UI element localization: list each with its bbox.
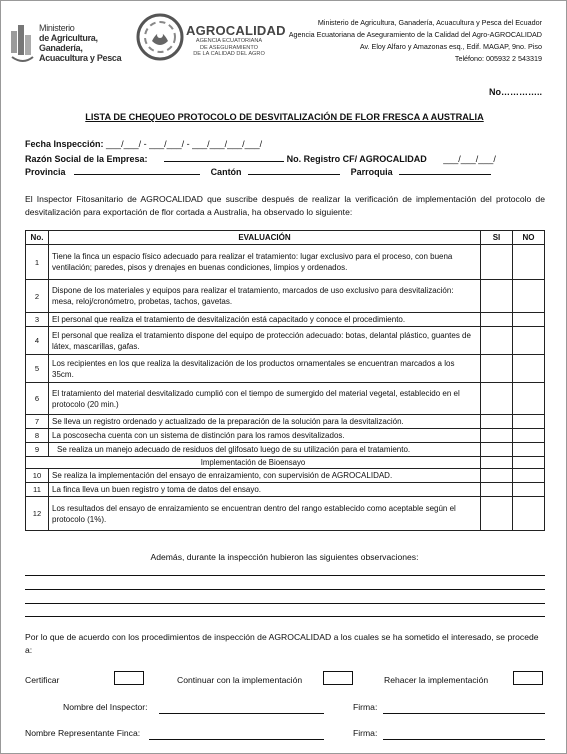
row-number: 2 bbox=[26, 280, 49, 313]
observations-title: Además, durante la inspección hubieron las siguientes observaciones: bbox=[150, 552, 419, 562]
row-text: La finca lleva un buen registro y toma de datos del ensayo. bbox=[49, 483, 481, 497]
table-row bbox=[26, 383, 545, 415]
inspector-name-label: Nombre del Inspector: bbox=[63, 702, 148, 712]
option-rehacer-label: Rehacer la implementación bbox=[384, 675, 489, 685]
no-checkbox[interactable] bbox=[513, 383, 545, 415]
ecuador-ministry-emblem-icon bbox=[9, 17, 37, 67]
col-header-no-answer: NO bbox=[513, 231, 545, 245]
row-number: 5 bbox=[26, 355, 49, 383]
row-number: 10 bbox=[26, 469, 49, 483]
observation-line[interactable] bbox=[25, 616, 545, 617]
row-text: El tratamiento del material desvitalizado cumplió con el tiempo de sumergido del material vegetal, establecido en el protocolo (20 min.) bbox=[49, 383, 481, 415]
si-checkbox[interactable] bbox=[481, 245, 513, 280]
table-row bbox=[26, 245, 545, 280]
certificar-checkbox[interactable] bbox=[114, 671, 144, 685]
representative-signature-label: Firma: bbox=[353, 728, 378, 738]
document-number: No………….. bbox=[489, 87, 542, 97]
inspector-signature-label: Firma: bbox=[353, 702, 378, 712]
no-checkbox[interactable] bbox=[513, 415, 545, 429]
registro-label: No. Registro CF/ AGROCALIDAD bbox=[286, 154, 427, 164]
si-checkbox[interactable] bbox=[481, 355, 513, 383]
final-paragraph: Por lo que de acuerdo con los procedimientos de inspección de AGROCALIDAD a los cuales se ha sometido el interesado, se procede a: bbox=[25, 632, 539, 655]
representative-name-field[interactable] bbox=[149, 739, 324, 740]
row-number: 4 bbox=[26, 327, 49, 355]
row-number: 7 bbox=[26, 415, 49, 429]
table-row bbox=[26, 355, 545, 383]
agrocalidad-logo-name: AGROCALIDAD bbox=[186, 23, 286, 38]
razon-row bbox=[25, 152, 496, 164]
header-address-block bbox=[289, 17, 542, 65]
section-title-bioensayo: Implementación de Bioensayo bbox=[26, 457, 481, 469]
section-si-cell bbox=[481, 457, 513, 469]
agrocalidad-circle-logo-icon bbox=[136, 13, 184, 61]
location-row bbox=[25, 165, 491, 177]
parroquia-field[interactable] bbox=[399, 165, 491, 175]
rehacer-checkbox[interactable] bbox=[513, 671, 543, 685]
razon-social-field[interactable] bbox=[164, 152, 284, 162]
row-text: El personal que realiza el tratamiento de desvitalización está capacitado y conoce el procedimiento. bbox=[49, 313, 481, 327]
fecha-row bbox=[25, 139, 262, 149]
no-checkbox[interactable] bbox=[513, 313, 545, 327]
no-checkbox[interactable] bbox=[513, 280, 545, 313]
table-row bbox=[26, 327, 545, 355]
observation-line[interactable] bbox=[25, 575, 545, 576]
si-checkbox[interactable] bbox=[481, 280, 513, 313]
fecha-label: Fecha Inspección: bbox=[25, 139, 104, 149]
ministry-logo-line2: de Agricultura, Ganadería, bbox=[39, 33, 98, 53]
table-row bbox=[26, 415, 545, 429]
continuar-checkbox[interactable] bbox=[323, 671, 353, 685]
table-row bbox=[26, 280, 545, 313]
si-checkbox[interactable] bbox=[481, 429, 513, 443]
agrocalidad-logo-subtitle: AGENCIA ECUATORIANA DE ASEGURAMIENTO DE LA CALIDAD DEL AGRO bbox=[193, 38, 265, 57]
no-checkbox[interactable] bbox=[513, 497, 545, 531]
intro-paragraph: El Inspector Fitosanitario de AGROCALIDAD que suscribe después de realizar la verificación de implementación del protocolo de desvitalización para exportación de flor cortada a Australia, ha observado lo siguiente: bbox=[25, 194, 545, 217]
no-checkbox[interactable] bbox=[513, 327, 545, 355]
si-checkbox[interactable] bbox=[481, 383, 513, 415]
ministry-logo-line1: Ministerio bbox=[39, 23, 75, 33]
no-checkbox[interactable] bbox=[513, 429, 545, 443]
no-checkbox[interactable] bbox=[513, 483, 545, 497]
si-checkbox[interactable] bbox=[481, 469, 513, 483]
table-header-row bbox=[26, 231, 545, 245]
col-header-evaluacion: EVALUACIÓN bbox=[49, 231, 481, 245]
table-row bbox=[26, 313, 545, 327]
header-line-4: Teléfono: 005932 2 543319 bbox=[454, 54, 542, 63]
table-row bbox=[26, 443, 545, 457]
no-checkbox[interactable] bbox=[513, 443, 545, 457]
provincia-label: Provincia bbox=[25, 167, 66, 177]
row-number: 9 bbox=[26, 443, 49, 457]
si-checkbox[interactable] bbox=[481, 483, 513, 497]
col-header-no: No. bbox=[26, 231, 49, 245]
representative-name-label: Nombre Representante Finca: bbox=[25, 728, 141, 738]
table-row bbox=[26, 483, 545, 497]
row-text: Los recipientes en los que realiza la desvitalización de los productos ornamentales se encuentran marcados a los 35cm. bbox=[49, 355, 481, 383]
row-text: Se realiza un manejo adecuado de residuos del glifosato luego de su utilización para el tratamiento. bbox=[49, 443, 481, 457]
table-row bbox=[26, 497, 545, 531]
si-checkbox[interactable] bbox=[481, 415, 513, 429]
row-text: Tiene la finca un espacio físico adecuado para realizar el tratamiento: lugar exclusivo para el proceso, con buena ventilación; paredes, pisos y drenajes en buenas condiciones, limpios y ordenados. bbox=[49, 245, 481, 280]
row-number: 12 bbox=[26, 497, 49, 531]
table-row bbox=[26, 429, 545, 443]
row-text: Dispone de los materiales y equipos para realizar el tratamiento, marcados de uso exclusivo para desvitalización: mesa, reloj/cronómetro, probetas, tachos, gavetas. bbox=[49, 280, 481, 313]
section-row bbox=[26, 457, 545, 469]
row-text: La poscosecha cuenta con un sistema de distinción para los ramos desvitalizados. bbox=[49, 429, 481, 443]
inspector-signature-field[interactable] bbox=[383, 713, 545, 714]
inspector-name-field[interactable] bbox=[159, 713, 324, 714]
option-continuar-label: Continuar con la implementación bbox=[177, 675, 303, 685]
si-checkbox[interactable] bbox=[481, 443, 513, 457]
si-checkbox[interactable] bbox=[481, 497, 513, 531]
no-checkbox[interactable] bbox=[513, 355, 545, 383]
section-no-cell bbox=[513, 457, 545, 469]
header-line-3: Av. Eloy Alfaro y Amazonas esq., Edif. MAGAP, 9no. Piso bbox=[359, 42, 542, 51]
agrocalidad-logo bbox=[136, 11, 286, 71]
no-checkbox[interactable] bbox=[513, 245, 545, 280]
row-number: 8 bbox=[26, 429, 49, 443]
si-checkbox[interactable] bbox=[481, 327, 513, 355]
row-number: 3 bbox=[26, 313, 49, 327]
header-line-2: Agencia Ecuatoriana de Aseguramiento de la Calidad del Agro-AGROCALIDAD bbox=[288, 30, 542, 39]
observation-line[interactable] bbox=[25, 589, 545, 590]
si-checkbox[interactable] bbox=[481, 313, 513, 327]
canton-field[interactable] bbox=[248, 165, 340, 175]
row-number: 1 bbox=[26, 245, 49, 280]
canton-label: Cantón bbox=[210, 167, 242, 177]
ministry-logo bbox=[9, 15, 129, 75]
razon-social-label: Razón Social de la Empresa: bbox=[25, 154, 148, 164]
row-text: Se realiza la implementación del ensayo de enraizamiento, con supervisión de AGROCALIDAD. bbox=[49, 469, 481, 483]
row-text: Se lleva un registro ordenado y actualizado de la preparación de la solución para la desvitalización. bbox=[49, 415, 481, 429]
provincia-field[interactable] bbox=[74, 165, 200, 175]
header-line-1: Ministerio de Agricultura, Ganadería, Acuacultura y Pesca del Ecuador bbox=[317, 18, 542, 27]
observation-line[interactable] bbox=[25, 603, 545, 604]
row-number: 6 bbox=[26, 383, 49, 415]
no-checkbox[interactable] bbox=[513, 469, 545, 483]
option-certificar-label: Certificar bbox=[25, 675, 60, 685]
fecha-field[interactable]: ___/___/ - ___/___/ - ___/___/___/___/ bbox=[106, 139, 263, 149]
row-text: El personal que realiza el tratamiento dispone del equipo de protección adecuado: botas, delantal plástico, guantes de látex, mascarillas, gafas. bbox=[49, 327, 481, 355]
representative-signature-field[interactable] bbox=[383, 739, 545, 740]
registro-field[interactable]: ___/___/___/ bbox=[443, 154, 496, 164]
document-title: LISTA DE CHEQUEO PROTOCOLO DE DESVITALIZACIÓN DE FLOR FRESCA A AUSTRALIA bbox=[85, 112, 484, 122]
table-row bbox=[26, 469, 545, 483]
row-text: Los resultados del ensayo de enraizamiento se encuentran dentro del rango establecido como aceptable según el protocolo (1%). bbox=[49, 497, 481, 531]
col-header-si: SI bbox=[481, 231, 513, 245]
row-number: 11 bbox=[26, 483, 49, 497]
evaluation-table bbox=[25, 230, 545, 531]
ministry-logo-line3: Acuacultura y Pesca bbox=[39, 53, 122, 63]
parroquia-label: Parroquia bbox=[350, 167, 393, 177]
